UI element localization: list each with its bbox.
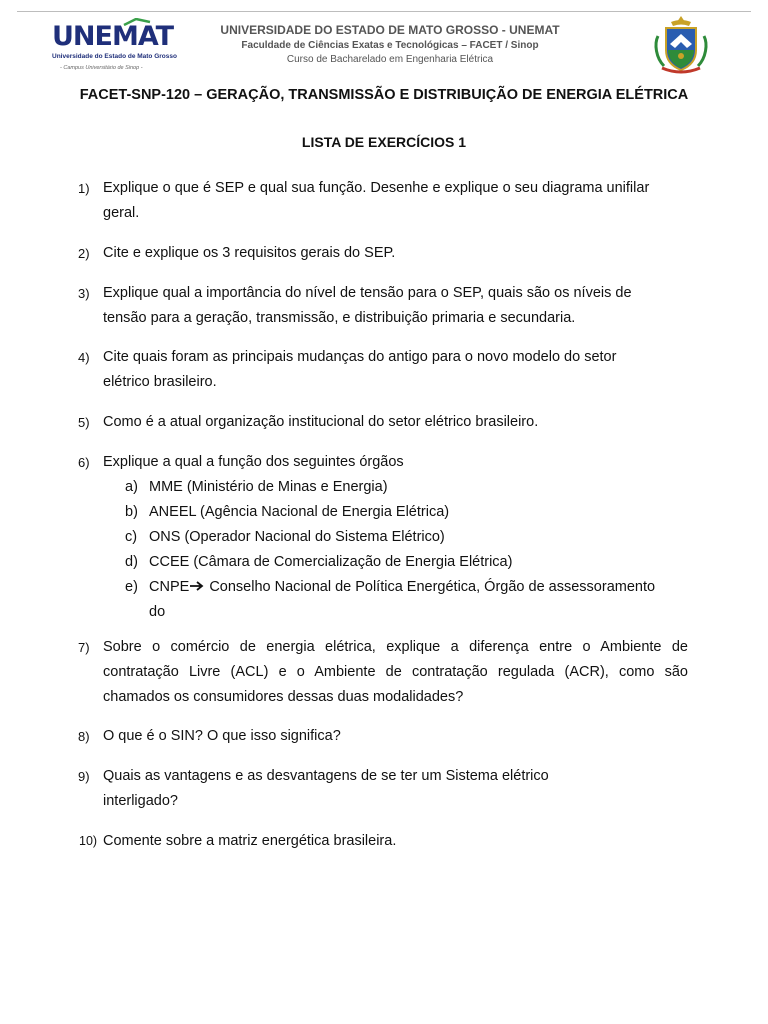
item-letter: b) [125,504,138,520]
question-number: 8) [78,729,90,744]
question-line: Cite e explique os 3 requisitos gerais do SEP. [103,245,396,261]
question-line: Explique o que é SEP e qual sua função. Desenhe e explique o seu diagrama unifilar [103,180,650,196]
item-letter: a) [125,479,138,495]
question-7 [78,635,688,710]
question-10 [79,829,693,854]
question-number: 4) [78,350,90,365]
question-number: 2) [78,246,90,261]
question-line: contratação Livre (ACL) e o Ambiente de contratação regulada (ACR), como são [103,664,688,680]
list-item [125,475,701,500]
question-line: Explique a qual a função dos seguintes órgãos [103,454,404,470]
item-text: ANEEL (Agência Nacional de Energia Elétrica) [149,504,450,520]
question-6 [78,450,693,475]
question-9 [78,764,693,814]
question-line: Sobre o comércio de energia elétrica, explique a diferença entre o Ambiente de [103,639,688,655]
question-line: chamados os consumidores dessas duas modalidades? [103,689,464,705]
question-number: 10) [79,834,98,848]
list-title: LISTA DE EXERCÍCIOS 1 [301,134,467,150]
unemat-logo [52,20,177,76]
question-number: 3) [78,286,90,301]
item-text: Conselho Nacional de Política Energética, Órgão de assessoramento [205,579,656,595]
header-rule [17,11,751,12]
question-number: 7) [78,640,90,655]
question-number: 6) [78,455,90,470]
question-line: Comente sobre a matriz energética brasileira. [103,833,397,849]
question-line: Cite quais foram as principais mudanças do antigo para o novo modelo do setor [103,349,617,365]
question-line: Como é a atual organização institucional do setor elétrico brasileiro. [103,414,539,430]
item-letter: c) [125,529,138,545]
question-8 [78,724,693,749]
institution-block [180,22,600,67]
list-item [125,550,701,575]
question-5 [78,410,693,435]
logo-campus: - Campus Universitário de Sinop - [60,65,143,71]
item-text: MME (Ministério de Minas e Energia) [149,479,388,495]
question-3 [78,281,693,331]
question-line: Quais as vantagens e as desvantagens de se ter um Sistema elétrico [103,768,549,784]
institution-name: UNIVERSIDADE DO ESTADO DE MATO GROSSO - UNEMAT [220,23,560,37]
course-program: Curso de Bacharelado em Engenharia Elétrica [286,54,494,65]
item-text: CCEE (Câmara de Comercialização de Energia Elétrica) [149,554,513,570]
list-item [125,525,701,550]
logo-subtitle: Universidade do Estado de Mato Grosso [52,53,177,60]
course-title: FACET-SNP-120 – GERAÇÃO, TRANSMISSÃO E DISTRIBUIÇÃO DE ENERGIA ELÉTRICA [79,87,689,103]
question-line: Explique qual a importância do nível de tensão para o SEP, quais são os níveis de [103,285,632,301]
question-4 [78,345,693,395]
logo-word: UNEMAT [52,21,174,52]
question-number: 9) [78,769,90,784]
question-line: geral. [103,205,140,221]
item-prefix: CNPE [149,579,190,595]
question-number: 1) [78,181,90,196]
item-text: ONS (Operador Nacional do Sistema Elétrico) [149,529,445,545]
state-crest-icon [652,14,710,74]
question-1 [78,176,693,226]
item-letter: d) [125,554,138,570]
faculty-name: Faculdade de Ciências Exatas e Tecnológicas – FACET / Sinop [241,40,539,51]
question-line: elétrico brasileiro. [103,374,217,390]
item-letter: e) [125,579,138,595]
question-2 [78,241,693,266]
item-continuation: do [149,604,166,620]
question-line: interligado? [103,793,178,809]
question-number: 5) [78,415,90,430]
list-item [125,575,701,625]
question-line: tensão para a geração, transmissão, e distribuição primaria e secundaria. [103,310,576,326]
arrow-right-icon [189,580,205,592]
list-item [125,500,701,525]
question-line: O que é o SIN? O que isso significa? [103,728,341,744]
